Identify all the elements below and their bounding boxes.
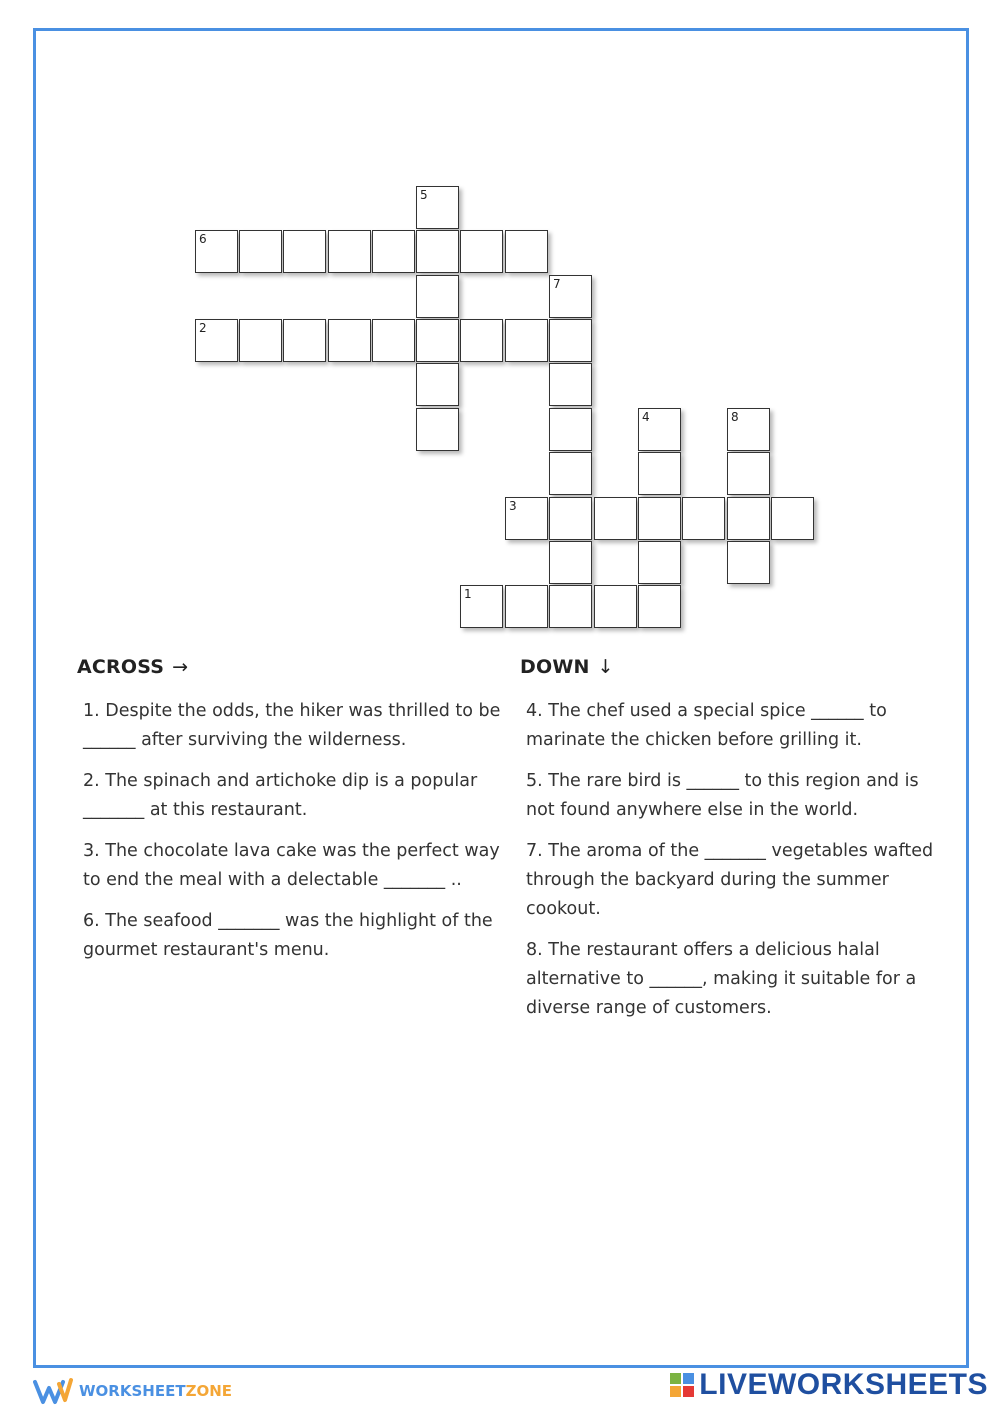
- crossword-cell[interactable]: [416, 186, 459, 229]
- clue-number: 2: [199, 321, 207, 335]
- crossword-cell[interactable]: [505, 585, 548, 628]
- crossword-cell[interactable]: [416, 275, 459, 318]
- crossword-cell[interactable]: [549, 408, 592, 451]
- clue-number: 3: [509, 499, 517, 513]
- crossword-cell[interactable]: [638, 585, 681, 628]
- crossword-cell[interactable]: [549, 452, 592, 495]
- crossword-cell[interactable]: [283, 230, 326, 273]
- across-heading-label: ACROSS: [77, 656, 165, 678]
- crossword-cell[interactable]: [549, 319, 592, 362]
- crossword-cell[interactable]: [549, 497, 592, 540]
- liveworksheets-icon: [669, 1372, 695, 1398]
- crossword-cell[interactable]: [460, 585, 503, 628]
- across-heading: [77, 656, 188, 678]
- crossword-cell[interactable]: [416, 230, 459, 273]
- crossword-cell[interactable]: [372, 319, 415, 362]
- down-clue: 7. The aroma of the _______ vegetables wafted through the backyard during the summer cookout.: [526, 841, 934, 919]
- crossword-cell[interactable]: [460, 230, 503, 273]
- crossword-cell[interactable]: [195, 230, 238, 273]
- crossword-cell[interactable]: [416, 319, 459, 362]
- arrow-down-icon: ↓: [597, 656, 614, 678]
- down-clue-list: [526, 697, 941, 1035]
- crossword-cell[interactable]: [638, 541, 681, 584]
- crossword-cell[interactable]: [505, 497, 548, 540]
- crossword-cell[interactable]: [328, 230, 371, 273]
- crossword-cell[interactable]: [682, 497, 725, 540]
- crossword-cell[interactable]: [460, 319, 503, 362]
- across-clue: 2. The spinach and artichoke dip is a popular _______ at this restaurant.: [83, 771, 478, 820]
- crossword-cell[interactable]: [549, 275, 592, 318]
- crossword-cell[interactable]: [549, 585, 592, 628]
- crossword-cell[interactable]: [549, 541, 592, 584]
- crossword-cell[interactable]: [638, 408, 681, 451]
- crossword-cell[interactable]: [727, 541, 770, 584]
- crossword-cell[interactable]: [372, 230, 415, 273]
- crossword-cell[interactable]: [239, 319, 282, 362]
- crossword-cell[interactable]: [594, 585, 637, 628]
- liveworksheets-logo[interactable]: [669, 1368, 988, 1402]
- down-clue: 8. The restaurant offers a delicious halal alternative to ______, making it suitable for a diverse range of customers.: [526, 940, 917, 1018]
- crossword-cell[interactable]: [549, 363, 592, 406]
- crossword-cell[interactable]: [727, 408, 770, 451]
- across-clue: 6. The seafood _______ was the highlight of the gourmet restaurant's menu.: [83, 911, 493, 960]
- crossword-cell[interactable]: [505, 319, 548, 362]
- across-clue: 3. The chocolate lava cake was the perfect way to end the meal with a delectable _______ ..: [83, 841, 500, 890]
- down-clue: 5. The rare bird is ______ to this region and is not found anywhere else in the world.: [526, 771, 919, 820]
- clue-number: 8: [731, 410, 739, 424]
- crossword-cell[interactable]: [416, 363, 459, 406]
- worksheetzone-logo: [33, 1374, 232, 1408]
- arrow-right-icon: →: [172, 656, 189, 678]
- crossword-cell[interactable]: [239, 230, 282, 273]
- down-heading-label: DOWN: [520, 656, 590, 678]
- clue-number: 4: [642, 410, 650, 424]
- crossword-grid: [0, 0, 1000, 640]
- crossword-cell[interactable]: [727, 497, 770, 540]
- crossword-cell[interactable]: [328, 319, 371, 362]
- clue-number: 6: [199, 232, 207, 246]
- crossword-cell[interactable]: [771, 497, 814, 540]
- liveworksheets-wordmark: LIVEWORKSHEETS: [699, 1368, 988, 1401]
- clue-number: 5: [420, 188, 428, 202]
- down-clue: 4. The chef used a special spice ______ to marinate the chicken before grilling it.: [526, 701, 887, 750]
- clue-number: 1: [464, 587, 472, 601]
- crossword-cell[interactable]: [195, 319, 238, 362]
- crossword-cell[interactable]: [727, 452, 770, 495]
- crossword-cell[interactable]: [638, 452, 681, 495]
- crossword-cell[interactable]: [505, 230, 548, 273]
- down-heading: [520, 656, 614, 678]
- worksheetzone-icon: [33, 1376, 73, 1406]
- across-clue-list: [83, 697, 503, 977]
- crossword-cell[interactable]: [283, 319, 326, 362]
- clue-number: 7: [553, 277, 561, 291]
- across-clue: 1. Despite the odds, the hiker was thrilled to be ______ after surviving the wilderness.: [83, 701, 501, 750]
- worksheetzone-wordmark: WORKSHEETZONE: [79, 1382, 232, 1400]
- crossword-cell[interactable]: [594, 497, 637, 540]
- crossword-cell[interactable]: [638, 497, 681, 540]
- crossword-cell[interactable]: [416, 408, 459, 451]
